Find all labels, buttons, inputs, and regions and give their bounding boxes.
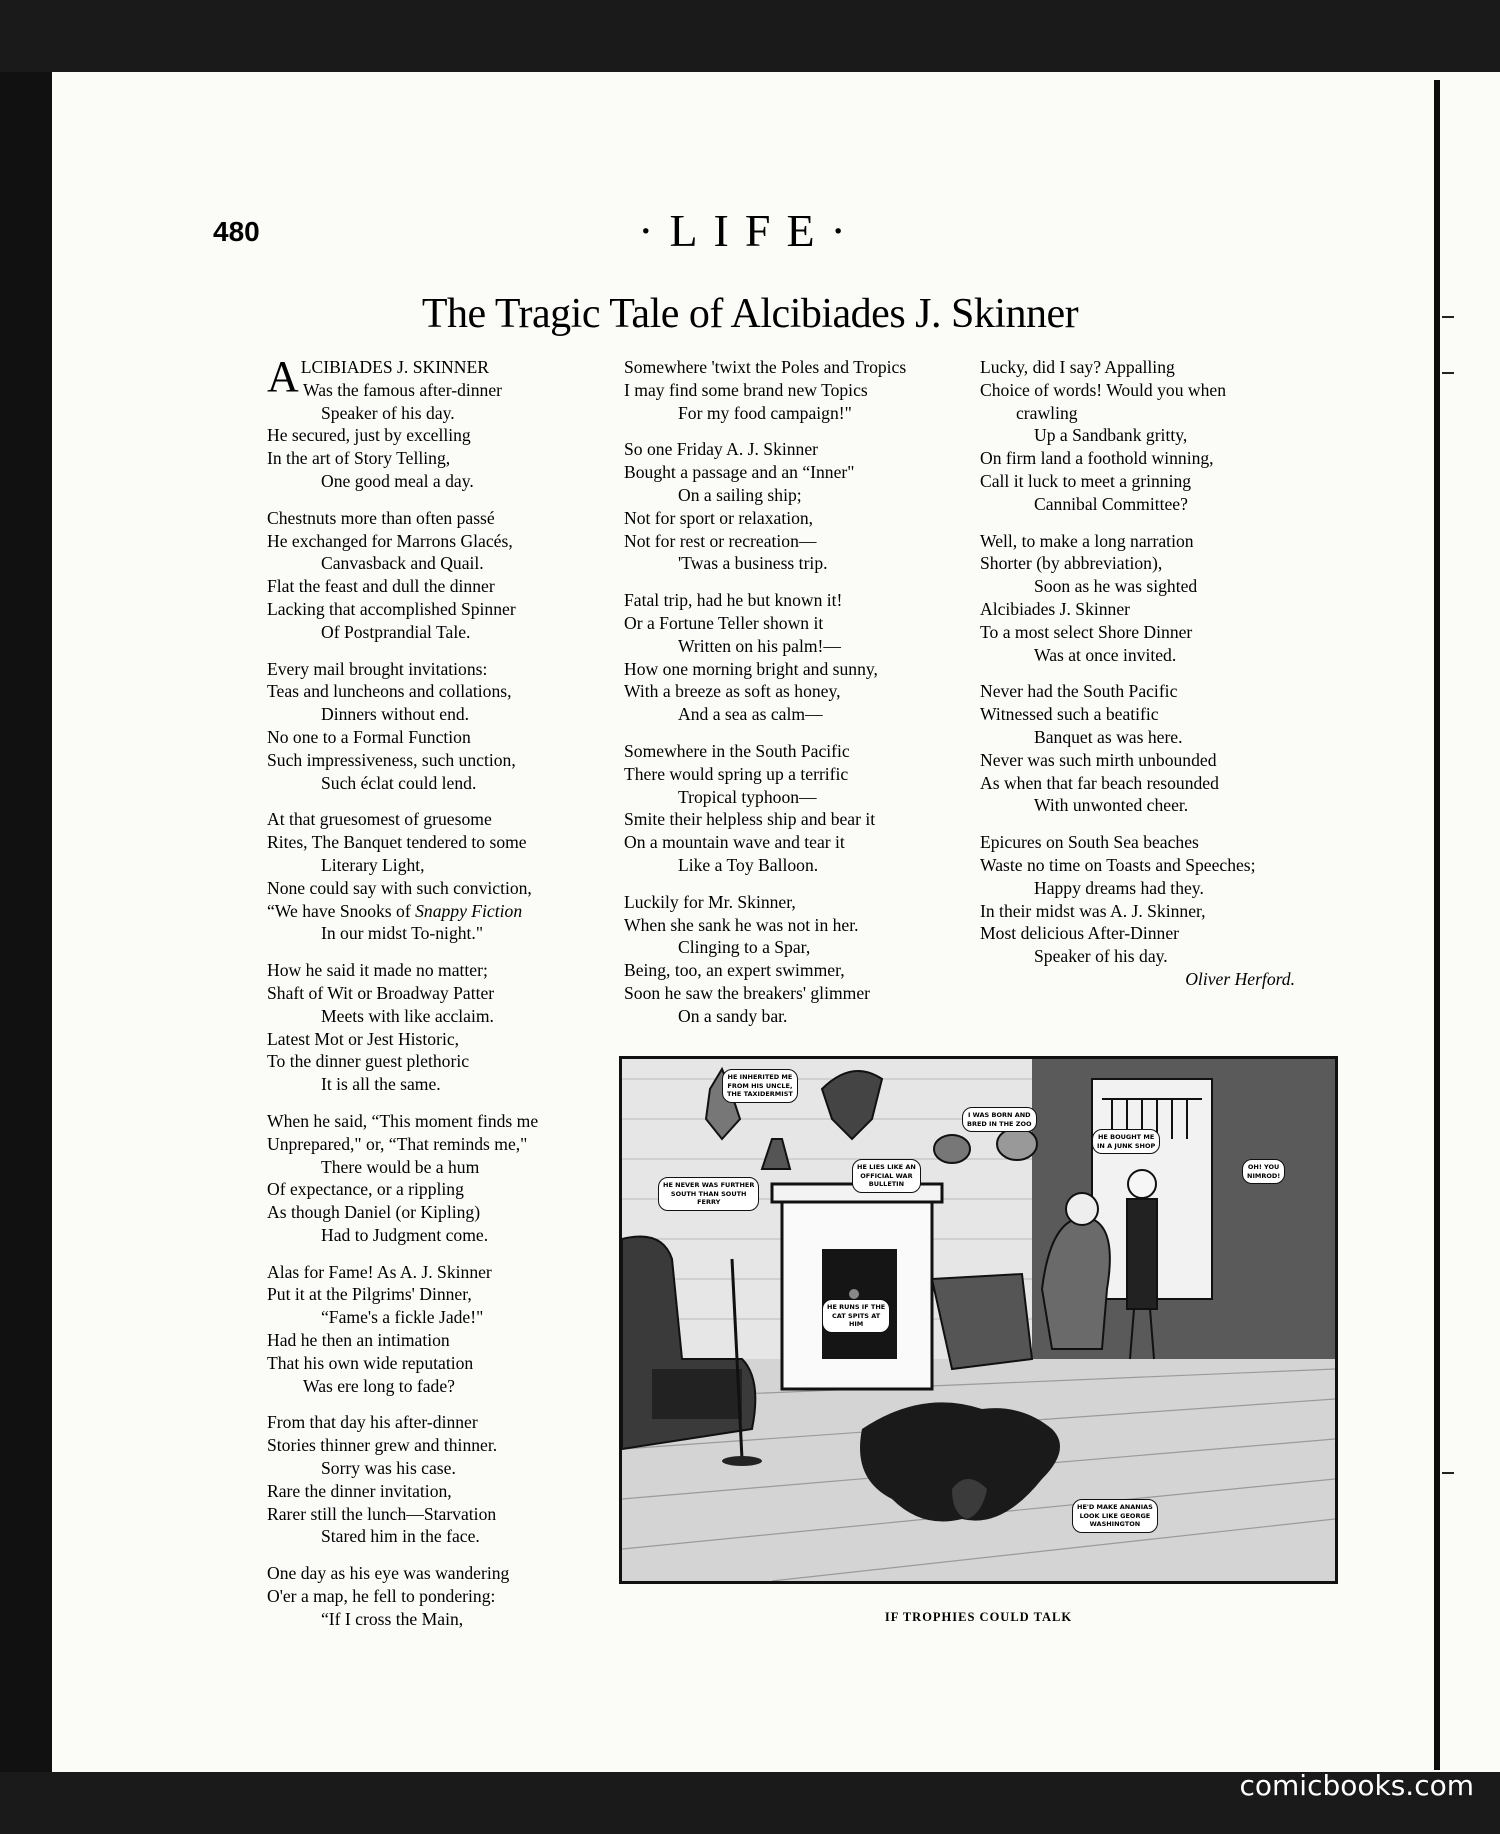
- poem-line: When she sank he was not in her.: [624, 914, 859, 935]
- poem-stanza: [980, 530, 1325, 667]
- poem-line: Bought a passage and an “Inner": [624, 462, 855, 483]
- poem-stanza: [624, 438, 964, 575]
- poem-stanza: [267, 959, 607, 1096]
- cartoon-drawing: [622, 1059, 1335, 1581]
- poem-line: Or a Fortune Teller shown it: [624, 612, 824, 633]
- poem-line: Tropical typhoon—: [678, 786, 817, 807]
- poem-line: Being, too, an expert swimmer,: [624, 960, 845, 981]
- poem-line: Was the famous after-dinner: [303, 379, 503, 400]
- poem-line: “If I cross the Main,: [321, 1608, 464, 1629]
- article-headline: The Tragic Tale of Alcibiades J. Skinner: [421, 291, 1079, 337]
- poem-line: On a sailing ship;: [678, 484, 802, 505]
- poem-line: Not for sport or relaxation,: [624, 507, 814, 528]
- poem-line: Of Postprandial Tale.: [321, 621, 471, 642]
- poem-line: Somewhere 'twixt the Poles and Tropics: [624, 357, 907, 377]
- poem-line: In their midst was A. J. Skinner,: [980, 900, 1206, 921]
- poem-stanza: [980, 356, 1325, 516]
- poem-line: Waste no time on Toasts and Speeches;: [980, 854, 1256, 875]
- poem-line: And a sea as calm—: [678, 704, 823, 725]
- poem-stanza: [980, 680, 1325, 817]
- poem-line: Flat the feast and dull the dinner: [267, 576, 495, 597]
- poem-line: Was ere long to fade?: [303, 1375, 455, 1396]
- poem-line: Canvasback and Quail.: [321, 553, 484, 574]
- poem-line: One good meal a day.: [321, 470, 474, 491]
- poem-line: Never had the South Pacific: [980, 681, 1178, 702]
- poem-line: Call it luck to meet a grinning: [980, 470, 1192, 491]
- speech-bubble: HE RUNS IF THE CAT SPITS AT HIM: [822, 1299, 890, 1333]
- poem-line: Had to Judgment come.: [321, 1224, 489, 1245]
- drop-cap: A: [267, 352, 299, 401]
- watermark: comicbooks.com: [1239, 1769, 1474, 1802]
- poem-line: He exchanged for Marrons Glacés,: [267, 530, 513, 551]
- poem-stanza: [267, 1411, 607, 1548]
- poem-stanza: [267, 808, 607, 945]
- poem-line: There would spring up a terrific: [624, 763, 849, 784]
- poem-line: One day as his eye was wandering: [267, 1563, 510, 1584]
- poem-line: Stared him in the face.: [321, 1526, 480, 1547]
- poem-line: Soon he saw the breakers' glimmer: [624, 982, 870, 1003]
- poem-line: Luckily for Mr. Skinner,: [624, 891, 796, 912]
- poem-line: When he said, “This moment finds me: [267, 1110, 539, 1131]
- poem-line: Lucky, did I say? Appalling: [980, 357, 1175, 377]
- poem-line: Such impressiveness, such unction,: [267, 749, 516, 770]
- poem-column-2: [624, 356, 964, 1042]
- poem-line: Chestnuts more than often passé: [267, 507, 495, 528]
- cartoon-caption: IF TROPHIES COULD TALK: [884, 1610, 1073, 1624]
- poem-line: Was at once invited.: [1034, 644, 1177, 665]
- poem-column-1: [267, 352, 607, 1645]
- poem-line: At that gruesomest of gruesome: [267, 809, 492, 830]
- masthead: ·LIFE·: [638, 205, 862, 256]
- speech-bubble: HE'D MAKE ANANIAS LOOK LIKE GEORGE WASHINGTON: [1072, 1499, 1158, 1533]
- page-number: 480: [213, 216, 260, 247]
- poem-line: Witnessed such a beatific: [980, 704, 1159, 725]
- poem-line: Not for rest or recreation—: [624, 530, 817, 551]
- poem-line: Rites, The Banquet tendered to some: [267, 832, 527, 853]
- poem-stanza: [267, 352, 607, 493]
- poem-line: O'er a map, he fell to pondering:: [267, 1586, 496, 1607]
- poem-line: To a most select Shore Dinner: [980, 621, 1193, 642]
- poem-line: Such éclat could lend.: [321, 772, 477, 793]
- poem-line: ALCIBIADES J. SKINNER: [267, 352, 489, 401]
- poem-line: None could say with such conviction,: [267, 877, 532, 898]
- poem-line: Speaker of his day.: [321, 402, 455, 423]
- poem-line: To the dinner guest plethoric: [267, 1051, 470, 1072]
- poem-line: Put it at the Pilgrims' Dinner,: [267, 1284, 472, 1305]
- poem-line: He secured, just by excelling: [267, 425, 471, 446]
- poem-line: Banquet as was here.: [1034, 726, 1183, 747]
- poem-line: 'Twas a business trip.: [678, 553, 828, 574]
- poem-line: For my food campaign!": [678, 402, 852, 423]
- poem-line: Choice of words! Would you when: [980, 379, 1227, 400]
- poem-line: “We have Snooks of Snappy Fiction: [267, 900, 523, 921]
- poem-line: So one Friday A. J. Skinner: [624, 439, 819, 460]
- poem-line: Well, to make a long narration: [980, 530, 1194, 551]
- poem-line: As when that far beach resounded: [980, 772, 1219, 793]
- poem-line: Had he then an intimation: [267, 1330, 450, 1351]
- poem-column-3: [980, 356, 1325, 1005]
- poem-line: Never was such mirth unbounded: [980, 749, 1217, 770]
- page-gutter-rule: [1434, 80, 1440, 1770]
- poem-line: I may find some brand new Topics: [624, 379, 868, 400]
- poem-line: On firm land a foothold winning,: [980, 448, 1214, 469]
- poem-line: Unprepared," or, “That reminds me,": [267, 1133, 528, 1154]
- poem-line: Meets with like acclaim.: [321, 1005, 494, 1026]
- poem-line: In the art of Story Telling,: [267, 448, 451, 469]
- poem-line: Up a Sandbank gritty,: [1034, 425, 1188, 446]
- poem-line: Cannibal Committee?: [1034, 493, 1188, 514]
- poem-line: Literary Light,: [321, 854, 425, 875]
- speech-bubble: HE NEVER WAS FURTHER SOUTH THAN SOUTH FERRY: [658, 1177, 759, 1211]
- poem-stanza: [624, 891, 964, 1028]
- poem-line: Alcibiades J. Skinner: [980, 598, 1131, 619]
- poem-stanza: [267, 1110, 607, 1247]
- speech-bubble: HE INHERITED ME FROM HIS UNCLE, THE TAXIDERMIST: [722, 1069, 798, 1103]
- speech-bubble: HE BOUGHT ME IN A JUNK SHOP: [1092, 1129, 1160, 1154]
- poem-line: Lacking that accomplished Spinner: [267, 598, 516, 619]
- poem-line: With unwonted cheer.: [1034, 795, 1189, 816]
- poem-line: Stories thinner grew and thinner.: [267, 1435, 498, 1456]
- poem-stanza: [267, 1562, 607, 1630]
- italic-phrase: Snappy Fiction: [415, 900, 523, 921]
- speech-bubble: HE LIES LIKE AN OFFICIAL WAR BULLETIN: [852, 1159, 921, 1193]
- poem-stanza: [267, 1261, 607, 1398]
- poem-line: As though Daniel (or Kipling): [267, 1202, 481, 1223]
- poem-line: Smite their helpless ship and bear it: [624, 809, 876, 830]
- poem-line: Shaft of Wit or Broadway Patter: [267, 982, 495, 1003]
- poem-line: How one morning bright and sunny,: [624, 658, 878, 679]
- author-signature: Oliver Herford.: [1185, 968, 1295, 989]
- poem-line: Rare the dinner invitation,: [267, 1480, 452, 1501]
- poem-stanza: [980, 831, 1325, 991]
- adjacent-page-strip: [1442, 72, 1500, 1772]
- poem-line: Speaker of his day.: [1034, 946, 1168, 967]
- poem-line: “Fame's a fickle Jade!": [321, 1307, 484, 1328]
- poem-line: In our midst To-night.": [321, 923, 484, 944]
- speech-bubble: OH! YOU NIMROD!: [1242, 1159, 1285, 1184]
- poem-line: Written on his palm!—: [678, 635, 841, 656]
- poem-stanza: [267, 658, 607, 795]
- poem-line: crawling: [1016, 402, 1078, 423]
- poem-stanza: [624, 740, 964, 877]
- poem-line: On a sandy bar.: [678, 1005, 788, 1026]
- poem-line: On a mountain wave and tear it: [624, 832, 845, 853]
- poem-line: Of expectance, or a rippling: [267, 1179, 464, 1200]
- cartoon-illustration: [619, 1056, 1338, 1584]
- poem-line: Shorter (by abbreviation),: [980, 553, 1163, 574]
- poem-line: With a breeze as soft as honey,: [624, 681, 841, 702]
- poem-line: That his own wide reputation: [267, 1352, 474, 1373]
- poem-line: Teas and luncheons and collations,: [267, 681, 512, 702]
- poem-stanza: [624, 589, 964, 726]
- poem-line: Somewhere in the South Pacific: [624, 740, 850, 761]
- scan-border: [0, 0, 1500, 72]
- poem-line: Sorry was his case.: [321, 1458, 456, 1479]
- poem-line: It is all the same.: [321, 1074, 441, 1095]
- poem-line: Clinging to a Spar,: [678, 937, 811, 958]
- poem-stanza: [267, 507, 607, 644]
- poem-line: Happy dreams had they.: [1034, 877, 1204, 898]
- poem-line: No one to a Formal Function: [267, 726, 471, 747]
- poem-line: Every mail brought invitations:: [267, 658, 488, 679]
- poem-line: Dinners without end.: [321, 704, 470, 725]
- poem-line: Fatal trip, had he but known it!: [624, 590, 843, 611]
- poem-line: Soon as he was sighted: [1034, 576, 1198, 597]
- speech-bubble: I WAS BORN AND BRED IN THE ZOO: [962, 1107, 1037, 1132]
- poem-line: Epicures on South Sea beaches: [980, 832, 1199, 853]
- poem-line: How he said it made no matter;: [267, 960, 488, 981]
- poem-line: Most delicious After-Dinner: [980, 923, 1180, 944]
- poem-line: From that day his after-dinner: [267, 1412, 478, 1433]
- poem-line: Latest Mot or Jest Historic,: [267, 1028, 460, 1049]
- poem-line: Like a Toy Balloon.: [678, 854, 819, 875]
- poem-stanza: [624, 356, 964, 424]
- poem-line: Alas for Fame! As A. J. Skinner: [267, 1261, 492, 1282]
- poem-line: Rarer still the lunch—Starvation: [267, 1503, 497, 1524]
- poem-line: There would be a hum: [321, 1156, 480, 1177]
